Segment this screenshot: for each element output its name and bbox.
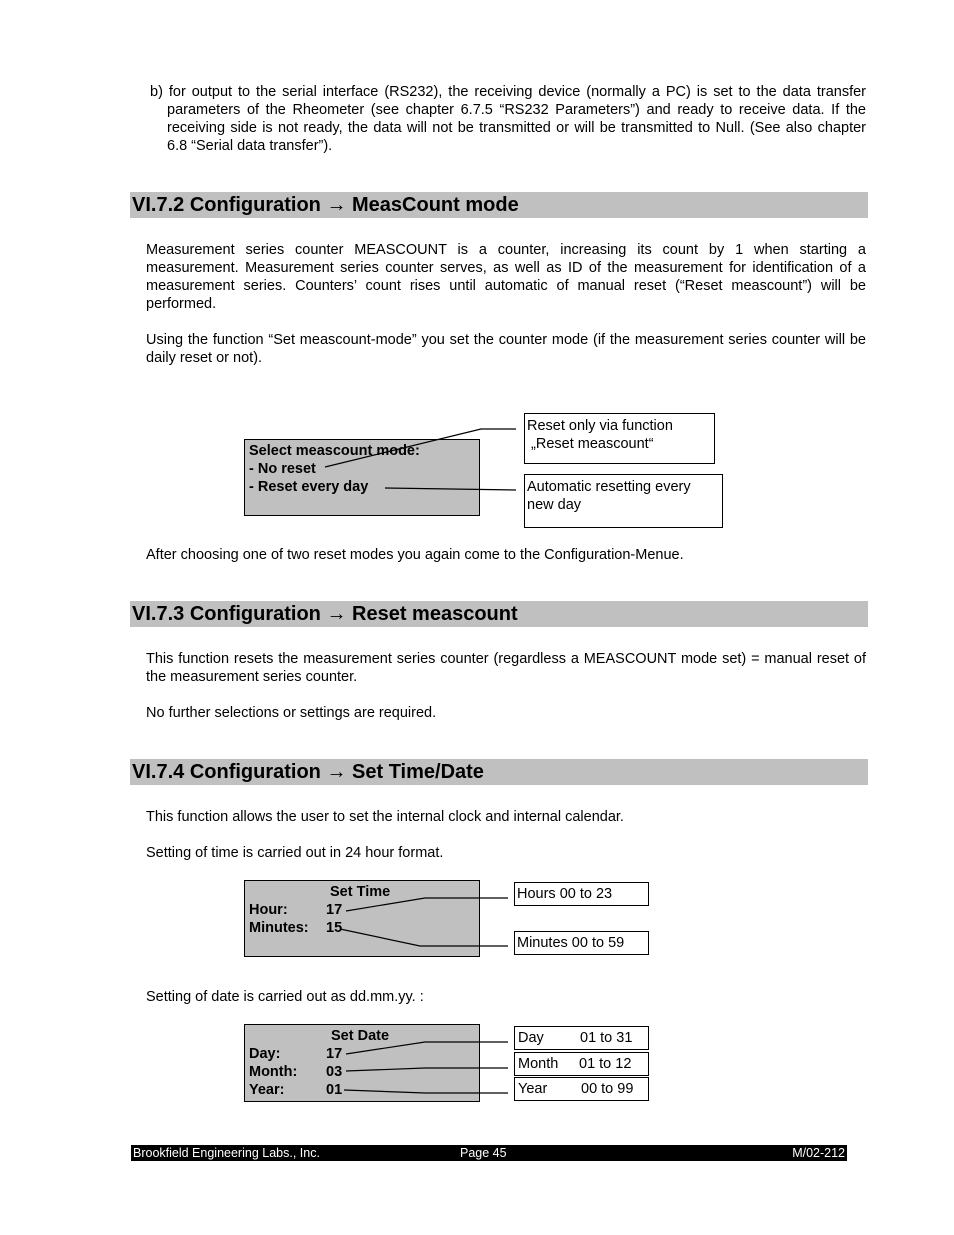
callout-minutes-range: Minutes 00 to 59 — [514, 931, 649, 955]
intro-item-b: b) for output to the serial interface (RS232), the receiving device (normally a PC) is set to the data transfer parameters of the Rheometer (see chapter 6.7.5 “RS232 Parameters”) and ready to receive data. If the receiving side is not ready, the data will not be transmitted or will be transmitted to Null. (See also chapter 6.8 “Serial data transfer”). — [150, 84, 866, 154]
month-label: Month: — [249, 1064, 298, 1080]
callout-month-values: 01 to 12 — [579, 1056, 632, 1072]
callout-day-label: Day — [518, 1030, 544, 1046]
callout-daily-line2: new day — [527, 497, 582, 513]
footer-company: Brookfield Engineering Labs., Inc. — [133, 1146, 320, 1160]
meascount-mode-description: Using the function “Set meascount-mode” you set the counter mode (if the measurement series counter will be daily reset or not). — [146, 332, 866, 366]
callout-daily-line1: Automatic resetting every — [527, 479, 691, 495]
callout-month-range — [514, 1052, 649, 1076]
callout-year-range — [514, 1077, 649, 1101]
display-option-no-reset: - No reset — [249, 461, 316, 477]
set-date-display — [244, 1024, 480, 1102]
reset-meascount-note: No further selections or settings are required. — [146, 705, 437, 721]
meascount-mode-display — [244, 439, 480, 516]
day-value: 17 — [326, 1046, 343, 1062]
footer-page-number: Page 45 — [460, 1146, 507, 1160]
display-option-reset-every-day: - Reset every day — [249, 479, 369, 495]
page-footer — [131, 1145, 847, 1161]
callout-day-range — [514, 1026, 649, 1050]
callout-reset-every-day — [524, 474, 723, 528]
time-date-description: This function allows the user to set the internal clock and internal calendar. — [146, 809, 624, 825]
set-time-title: Set Time — [330, 884, 391, 900]
callout-no-reset-line2: „Reset meascount“ — [527, 436, 654, 452]
reset-meascount-description: This function resets the measurement series counter (regardless a MEASCOUNT mode set) = manual reset of the measurement series counter. — [146, 651, 866, 685]
year-label: Year: — [249, 1082, 285, 1098]
section-heading-meascount-mode: VI.7.2 Configuration → MeasCount mode — [130, 192, 868, 218]
date-format-note: Setting of date is carried out as dd.mm.yy. : — [146, 989, 424, 1005]
callout-hours-range: Hours 00 to 23 — [514, 882, 649, 906]
meascount-description: Measurement series counter MEASCOUNT is a counter, increasing its count by 1 when starting a measurement. Measurement series counter serves, as well as ID of the measurement for identification of a measurement series. Counters’ count rises until automatic of manual reset (“Reset meascount”) will be performed. — [146, 242, 866, 312]
year-value: 01 — [326, 1082, 343, 1098]
callout-no-reset-line1: Reset only via function — [527, 418, 673, 434]
hour-label: Hour: — [249, 902, 288, 918]
display-line-title: Select meascount mode: — [249, 443, 420, 459]
set-time-display — [244, 880, 480, 957]
section-heading-reset-meascount: VI.7.3 Configuration → Reset meascount — [130, 601, 868, 627]
callout-year-values: 00 to 99 — [581, 1081, 634, 1097]
callout-year-label: Year — [518, 1081, 548, 1097]
footer-document-id: M/02-212 — [792, 1146, 845, 1160]
minutes-value: 15 — [326, 920, 343, 936]
day-label: Day: — [249, 1046, 281, 1062]
time-format-note: Setting of time is carried out in 24 hour format. — [146, 845, 444, 861]
set-date-title: Set Date — [331, 1028, 390, 1044]
minutes-label: Minutes: — [249, 920, 309, 936]
callout-month-label: Month — [518, 1056, 559, 1072]
month-value: 03 — [326, 1064, 343, 1080]
hour-value: 17 — [326, 902, 343, 918]
reset-mode-followup: After choosing one of two reset modes you again come to the Configuration-Menue. — [146, 547, 684, 563]
section-heading-set-time-date: VI.7.4 Configuration → Set Time/Date — [130, 759, 868, 785]
callout-day-values: 01 to 31 — [580, 1030, 633, 1046]
callout-no-reset — [524, 413, 715, 464]
